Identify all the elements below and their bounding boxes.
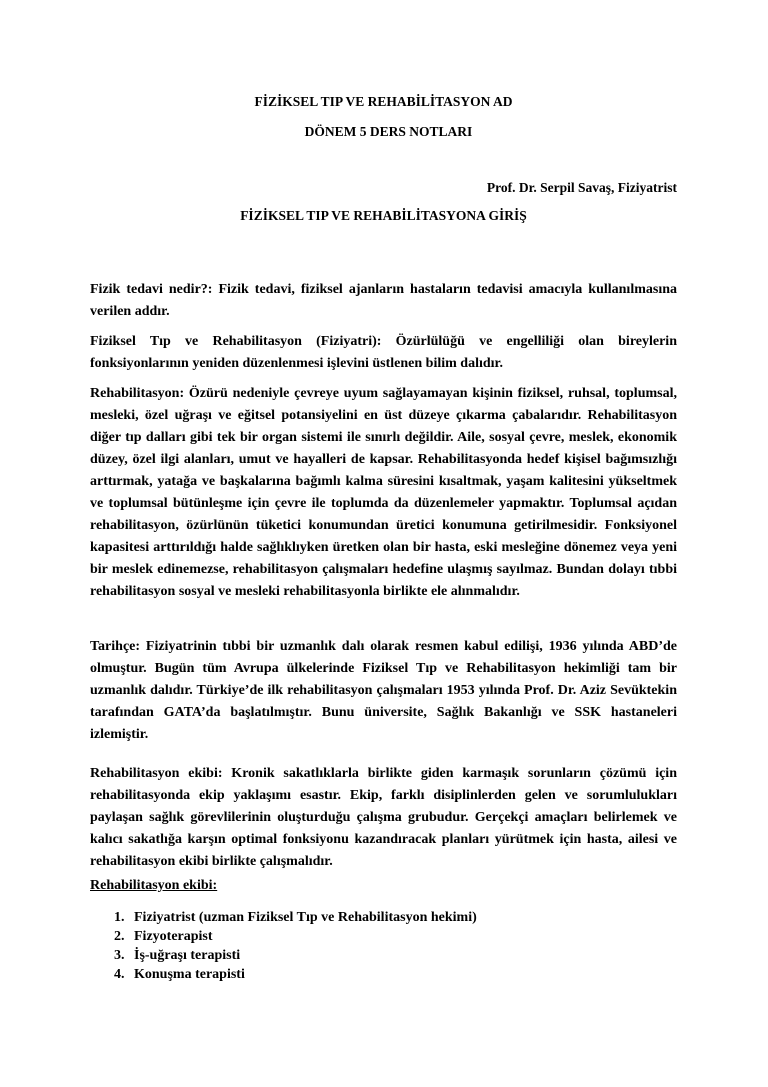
list-item xyxy=(90,965,477,984)
course-heading: DÖNEM 5 DERS NOTLARI xyxy=(304,124,473,139)
list-item-number: 1. xyxy=(114,910,125,925)
author-line: Prof. Dr. Serpil Savaş, Fiziyatrist xyxy=(486,180,677,195)
list-item-text: Fizyoterapist xyxy=(134,929,213,944)
paragraph-fizik-tedavi: Fizik tedavi nedir?: Fizik tedavi, fiziksel ajanların hastaların tedavisi amacıyla kullanılmasına verilen addır. xyxy=(90,282,677,319)
list-item-text: İş-uğraşı terapisti xyxy=(134,948,241,963)
list-item-text: Fiziyatrist (uzman Fiziksel Tıp ve Rehabilitasyon hekimi) xyxy=(134,910,477,925)
paragraph-tarihce: Tarihçe: Fiziyatrinin tıbbi bir uzmanlık dalı olarak resmen kabul edilişi, 1936 yılında ABD’de olmuştur. Bugün tüm Avrupa ülkelerinde Fiziksel Tıp ve Rehabilitasyon hekimliği tam bir uzmanlık dalıdır. Türkiye’de ilk rehabilitasyon çalışmaları 1953 yılında Prof. Dr. Aziz Sevüktekin tarafından GATA’da başlatılmıştır. Bunu üniversite, Sağlık Bakanlığı ve SSK hastaneleri izlemiştir. xyxy=(90,639,677,742)
list-item-number: 3. xyxy=(114,948,125,963)
team-list-title: Rehabilitasyon ekibi: xyxy=(90,878,218,893)
list-item-number: 4. xyxy=(114,967,125,982)
paragraph-fiziksel-tip: Fiziksel Tıp ve Rehabilitasyon (Fiziyatri): Özürlülüğü ve engelliliği olan bireylerin fonksiyonlarının yeniden düzenlenmesi işlevini üstlenen bilim dalıdır. xyxy=(90,334,677,371)
list-item-text: Konuşma terapisti xyxy=(134,967,245,982)
list-item-number: 2. xyxy=(114,929,125,944)
paragraph-rehabilitasyon: Rehabilitasyon: Özürü nedeniyle çevreye uyum sağlayamayan kişinin fiziksel, ruhsal, toplumsal, mesleki, özel uğraşı ve eğitsel potansiyelini en üst düzeye çıkarma çabalarıdır. Rehabilitasyon diğer tıp dalları gibi tek bir organ sistemi ile sınırlı değildir. Aile, sosyal çevre, meslek, ekonomik düzey, özel ilgi alanları, umut ve hayalleri de kapsar. Rehabilitasyonda hedef kişisel bağımsızlığı arttırmak, yatağa ve başkalarına bağımlı kalma süresini kısaltmak, yaşam kalitesini yükseltmek ve toplumsal bütünleşme için çevre ile toplumda da düzenlemeler yapmaktır. Toplumsal açıdan rehabilitasyon, özürlünün tüketici konumundan üretici konumuna getirilmesidir. Fonksiyonel kapasitesi arttırıldığı halde sağlıklıyken üretken olan bir hasta, eski mesleğine dönemez veya yeni bir meslek edinemezse, rehabilitasyon çalışmaları hedefine ulaşmış sayılmaz. Bundan dolayı tıbbi rehabilitasyon sosyal ve mesleki rehabilitasyonla birlikte ele alınmalıdır. xyxy=(90,386,677,599)
paragraph-rehabilitasyon-ekibi: Rehabilitasyon ekibi: Kronik sakatlıklarla birlikte giden karmaşık sorunların çözümü için rehabilitasyonda ekip yaklaşımı esastır. Ekip, farklı disiplinlerden gelen ve sorumlulukları paylaşan sağlık görevlilerinin oluşturduğu çalışma grubudur. Gerçekçi amaçları belirlemek ve kalıcı sakatlığa karşın optimal fonksiyonu kazandıracak planları yürütmek için hasta, ailesi ve rehabilitasyon ekibi birlikte çalışmalıdır. xyxy=(90,766,677,869)
list-item xyxy=(90,946,477,965)
document-title: FİZİKSEL TIP VE REHABİLİTASYONA GİRİŞ xyxy=(240,208,527,223)
team-list xyxy=(90,908,477,984)
department-heading: FİZİKSEL TIP VE REHABİLİTASYON AD xyxy=(254,94,513,109)
list-item xyxy=(90,908,477,927)
list-item xyxy=(90,927,477,946)
